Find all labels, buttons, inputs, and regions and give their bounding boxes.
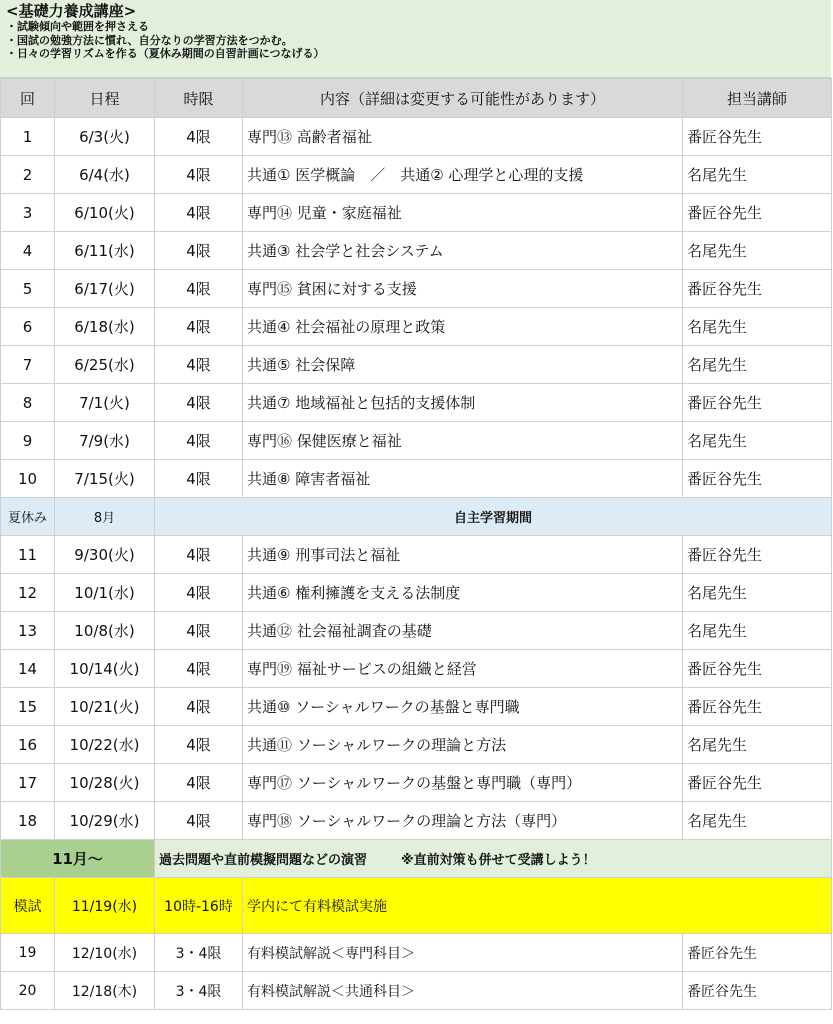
session-number: 6 bbox=[1, 308, 55, 346]
summer-label: 夏休み bbox=[1, 498, 55, 536]
col-header-date: 日程 bbox=[55, 79, 155, 118]
table-row bbox=[1, 802, 832, 840]
session-date: 10/8(水) bbox=[55, 612, 155, 650]
practice-text: 過去問題や直前模擬問題などの演習 bbox=[159, 853, 368, 868]
session-teacher: 番匠谷先生 bbox=[683, 118, 832, 156]
session-number: 2 bbox=[1, 156, 55, 194]
session-content: 専門⑲ 福祉サービスの組織と経営 bbox=[243, 650, 683, 688]
session-period: 4限 bbox=[155, 156, 243, 194]
session-period: 4限 bbox=[155, 460, 243, 498]
session-number: 11 bbox=[1, 536, 55, 574]
session-date: 6/17(火) bbox=[55, 270, 155, 308]
session-period: 4限 bbox=[155, 688, 243, 726]
table-row bbox=[1, 422, 832, 460]
session-content: 専門⑱ ソーシャルワークの理論と方法（専門） bbox=[243, 802, 683, 840]
session-date: 6/18(水) bbox=[55, 308, 155, 346]
session-teacher: 番匠谷先生 bbox=[683, 650, 832, 688]
mock-label: 模試 bbox=[1, 878, 55, 934]
session-content: 共通⑤ 社会保障 bbox=[243, 346, 683, 384]
session-date: 10/21(火) bbox=[55, 688, 155, 726]
session-period: 4限 bbox=[155, 308, 243, 346]
session-period: 4限 bbox=[155, 764, 243, 802]
session-teacher: 名尾先生 bbox=[683, 802, 832, 840]
session-date: 6/4(水) bbox=[55, 156, 155, 194]
table-row bbox=[1, 726, 832, 764]
session-content: 共通⑥ 権利擁護を支える法制度 bbox=[243, 574, 683, 612]
session-number: 10 bbox=[1, 460, 55, 498]
session-date: 12/18(木) bbox=[55, 972, 155, 1010]
session-date: 6/25(水) bbox=[55, 346, 155, 384]
session-number: 7 bbox=[1, 346, 55, 384]
session-teacher: 番匠谷先生 bbox=[683, 384, 832, 422]
session-teacher: 番匠谷先生 bbox=[683, 688, 832, 726]
session-content: 専門⑭ 児童・家庭福祉 bbox=[243, 194, 683, 232]
table-row bbox=[1, 574, 832, 612]
session-period: 3・4限 bbox=[155, 972, 243, 1010]
session-teacher: 名尾先生 bbox=[683, 612, 832, 650]
session-content: 共通⑩ ソーシャルワークの基盤と専門職 bbox=[243, 688, 683, 726]
session-period: 4限 bbox=[155, 536, 243, 574]
session-number: 16 bbox=[1, 726, 55, 764]
session-number: 18 bbox=[1, 802, 55, 840]
session-number: 4 bbox=[1, 232, 55, 270]
table-row bbox=[1, 650, 832, 688]
col-header-period: 時限 bbox=[155, 79, 243, 118]
mock-date: 11/19(水) bbox=[55, 878, 155, 934]
session-period: 4限 bbox=[155, 612, 243, 650]
table-row bbox=[1, 270, 832, 308]
session-number: 20 bbox=[1, 972, 55, 1010]
col-header-content: 内容（詳細は変更する可能性があります） bbox=[243, 79, 683, 118]
session-period: 4限 bbox=[155, 270, 243, 308]
table-row bbox=[1, 460, 832, 498]
table-row bbox=[1, 194, 832, 232]
session-number: 1 bbox=[1, 118, 55, 156]
table-row bbox=[1, 346, 832, 384]
session-date: 10/28(火) bbox=[55, 764, 155, 802]
session-period: 4限 bbox=[155, 118, 243, 156]
session-period: 4限 bbox=[155, 650, 243, 688]
column-header-row bbox=[1, 79, 832, 118]
course-note: ・試験傾向や範囲を押さえる bbox=[6, 20, 149, 33]
session-date: 7/1(火) bbox=[55, 384, 155, 422]
session-teacher: 番匠谷先生 bbox=[683, 764, 832, 802]
table-row bbox=[1, 934, 832, 972]
session-period: 4限 bbox=[155, 194, 243, 232]
session-content: 共通⑫ 社会福祉調査の基礎 bbox=[243, 612, 683, 650]
session-content: 共通① 医学概論 ／ 共通② 心理学と心理的支援 bbox=[243, 156, 683, 194]
session-teacher: 名尾先生 bbox=[683, 422, 832, 460]
summer-break-row bbox=[1, 498, 832, 536]
session-teacher: 名尾先生 bbox=[683, 156, 832, 194]
table-row bbox=[1, 536, 832, 574]
session-number: 17 bbox=[1, 764, 55, 802]
session-date: 6/3(火) bbox=[55, 118, 155, 156]
session-date: 10/14(火) bbox=[55, 650, 155, 688]
session-teacher: 名尾先生 bbox=[683, 308, 832, 346]
november-label: 11月～ bbox=[1, 840, 155, 878]
practice-note: ※直前対策も併せて受講しよう！ bbox=[401, 853, 596, 868]
table-row bbox=[1, 232, 832, 270]
session-number: 12 bbox=[1, 574, 55, 612]
table-row bbox=[1, 384, 832, 422]
session-teacher: 番匠谷先生 bbox=[683, 934, 832, 972]
november-row bbox=[1, 840, 832, 878]
session-number: 3 bbox=[1, 194, 55, 232]
session-date: 10/1(水) bbox=[55, 574, 155, 612]
session-teacher: 番匠谷先生 bbox=[683, 270, 832, 308]
session-number: 8 bbox=[1, 384, 55, 422]
session-content: 有料模試解説＜専門科目＞ bbox=[243, 934, 683, 972]
session-number: 9 bbox=[1, 422, 55, 460]
table-row bbox=[1, 764, 832, 802]
session-period: 4限 bbox=[155, 232, 243, 270]
course-header bbox=[0, 0, 831, 78]
session-date: 10/22(水) bbox=[55, 726, 155, 764]
table-row bbox=[1, 612, 832, 650]
session-date: 7/9(水) bbox=[55, 422, 155, 460]
session-teacher: 番匠谷先生 bbox=[683, 460, 832, 498]
table-row bbox=[1, 972, 832, 1010]
session-date: 12/10(水) bbox=[55, 934, 155, 972]
mock-exam-row bbox=[1, 878, 832, 934]
session-number: 5 bbox=[1, 270, 55, 308]
course-note: ・日々の学習リズムを作る（夏休み期間の自習計画につなげる） bbox=[6, 47, 325, 60]
session-period: 4限 bbox=[155, 346, 243, 384]
session-period: 4限 bbox=[155, 802, 243, 840]
summer-month: 8月 bbox=[55, 498, 155, 536]
session-content: 共通⑧ 障害者福祉 bbox=[243, 460, 683, 498]
schedule-table bbox=[0, 78, 832, 1010]
session-number: 19 bbox=[1, 934, 55, 972]
table-row bbox=[1, 688, 832, 726]
session-date: 9/30(火) bbox=[55, 536, 155, 574]
session-teacher: 番匠谷先生 bbox=[683, 972, 832, 1010]
session-number: 14 bbox=[1, 650, 55, 688]
course-note: ・国試の勉強方法に慣れ、自分なりの学習方法をつかむ。 bbox=[6, 33, 293, 47]
session-period: 4限 bbox=[155, 726, 243, 764]
mock-content: 学内にて有料模試実施 bbox=[243, 878, 832, 934]
col-header-number: 回 bbox=[1, 79, 55, 118]
session-date: 7/15(火) bbox=[55, 460, 155, 498]
session-teacher: 名尾先生 bbox=[683, 346, 832, 384]
session-content: 共通③ 社会学と社会システム bbox=[243, 232, 683, 270]
session-date: 6/11(水) bbox=[55, 232, 155, 270]
session-period: 4限 bbox=[155, 574, 243, 612]
mock-period: 10時-16時 bbox=[155, 878, 243, 934]
course-title: <基礎力養成講座> bbox=[6, 2, 137, 20]
session-content: 共通⑦ 地域福祉と包括的支援体制 bbox=[243, 384, 683, 422]
table-row bbox=[1, 156, 832, 194]
session-teacher: 名尾先生 bbox=[683, 574, 832, 612]
session-content: 専門⑮ 貧困に対する支援 bbox=[243, 270, 683, 308]
session-content: 専門⑬ 高齢者福祉 bbox=[243, 118, 683, 156]
session-date: 10/29(水) bbox=[55, 802, 155, 840]
session-period: 4限 bbox=[155, 384, 243, 422]
session-content: 共通④ 社会福祉の原理と政策 bbox=[243, 308, 683, 346]
session-content: 共通⑪ ソーシャルワークの理論と方法 bbox=[243, 726, 683, 764]
session-number: 13 bbox=[1, 612, 55, 650]
november-practice bbox=[155, 840, 832, 878]
session-content: 専門⑰ ソーシャルワークの基盤と専門職（専門） bbox=[243, 764, 683, 802]
session-teacher: 名尾先生 bbox=[683, 726, 832, 764]
session-content: 専門⑯ 保健医療と福祉 bbox=[243, 422, 683, 460]
table-row bbox=[1, 308, 832, 346]
session-date: 6/10(火) bbox=[55, 194, 155, 232]
session-content: 有料模試解説＜共通科目＞ bbox=[243, 972, 683, 1010]
self-study-period: 自主学習期間 bbox=[155, 498, 832, 536]
session-teacher: 番匠谷先生 bbox=[683, 194, 832, 232]
session-teacher: 番匠谷先生 bbox=[683, 536, 832, 574]
session-number: 15 bbox=[1, 688, 55, 726]
session-content: 共通⑨ 刑事司法と福祉 bbox=[243, 536, 683, 574]
session-period: 4限 bbox=[155, 422, 243, 460]
session-teacher: 名尾先生 bbox=[683, 232, 832, 270]
table-row bbox=[1, 118, 832, 156]
session-period: 3・4限 bbox=[155, 934, 243, 972]
col-header-teacher: 担当講師 bbox=[683, 79, 832, 118]
